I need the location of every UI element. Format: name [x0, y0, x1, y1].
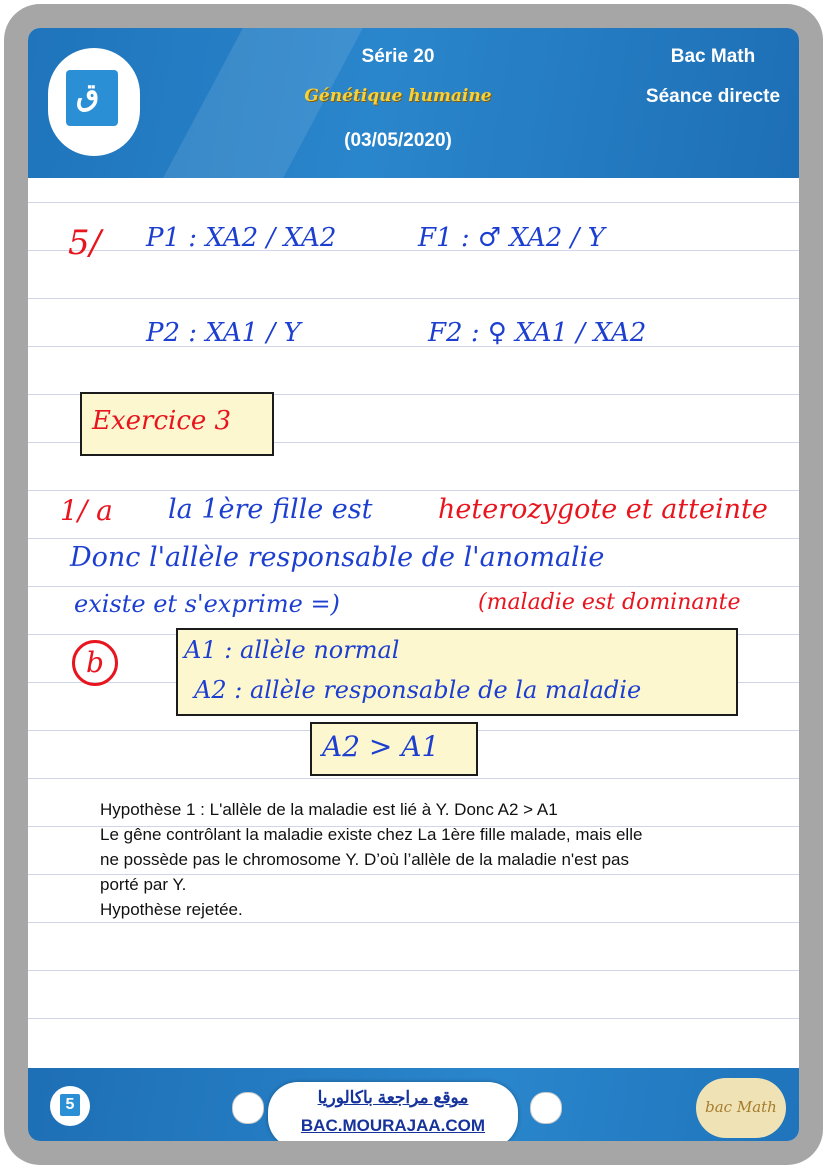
session-date: (03/05/2020) [344, 130, 452, 151]
subject-title: Génétique humaine [304, 86, 492, 106]
answer-line-1-red: heterozygote et atteinte [438, 494, 768, 525]
site-name-arabic: موقع مراجعة باكالوريا [317, 1088, 469, 1107]
genotype-p1: P1 : XA2 / XA2 [146, 223, 337, 253]
page-number: 5 [60, 1094, 80, 1116]
question-1b-label: b [72, 640, 118, 686]
answer-line-3-red: (maladie est dominante [478, 590, 741, 615]
rule-line [28, 970, 799, 971]
rule-line [28, 778, 799, 779]
rule-line [28, 490, 799, 491]
footer-banner [28, 1068, 799, 1141]
session-label: Séance directe [645, 86, 781, 107]
hypothesis-text-line-3: ne possède pas le chromosome Y. D’où l’allèle de la maladie n'est pas [100, 850, 629, 869]
genotype-p2: P2 : XA1 / Y [146, 318, 301, 348]
rule-line [28, 346, 799, 347]
question-5-label: 5/ [68, 223, 102, 263]
rule-line [28, 298, 799, 299]
hypothesis-1-statement: Hypothèse 1 : L'allèle de la maladie est lié à Y. Donc A2 > A1 [100, 800, 558, 819]
hypothesis-conclusion: Hypothèse rejetée. [100, 900, 243, 919]
series-title: Série 20 [361, 46, 435, 67]
partner-logo-left-icon [232, 1092, 264, 1124]
document-sheet [28, 28, 799, 1141]
question-1a-label: 1/ a [60, 494, 113, 527]
page-badge [50, 1086, 90, 1126]
rule-line [28, 538, 799, 539]
brand-badge [696, 1078, 786, 1138]
allele-a1-definition: A1 : allèle normal [184, 636, 400, 664]
rule-line [28, 202, 799, 203]
hypothesis-text-line-4: porté par Y. [100, 875, 187, 894]
site-url[interactable]: BAC.MOURAJAA.COM [300, 1116, 486, 1135]
allele-a2-definition: A2 : allèle responsable de la maladie [194, 676, 642, 704]
partner-logo-right-icon [530, 1092, 562, 1124]
genotype-f1: F1 : ♂ XA2 / Y [418, 223, 605, 253]
logo-glyph-icon: ق [76, 78, 100, 113]
site-link[interactable] [268, 1082, 518, 1141]
dominance-relation: A2 > A1 [322, 730, 440, 763]
hypothesis-text-line-2: Le gêne contrôlant la maladie existe chez La 1ère fille malade, mais elle [100, 825, 643, 844]
answer-line-3-blue: existe et s'exprime =) [74, 590, 340, 618]
rule-line [28, 1018, 799, 1019]
level-label: Bac Math [670, 46, 756, 67]
answer-line-2: Donc l'allèle responsable de l'anomalie [70, 542, 605, 573]
exercise-box [80, 392, 274, 456]
dominance-box [310, 722, 478, 776]
logo [48, 48, 140, 156]
rule-line [28, 250, 799, 251]
exercise-title: Exercice 3 [92, 406, 232, 436]
ruled-lines [28, 178, 799, 1068]
allele-definition-box [176, 628, 738, 716]
rule-line [28, 922, 799, 923]
genotype-f2: F2 : ♀ XA1 / XA2 [428, 318, 647, 348]
brand-name: bac Math [705, 1098, 777, 1116]
answer-line-1-blue: la 1ère fille est [168, 494, 373, 525]
rule-line [28, 586, 799, 587]
header-banner [28, 28, 799, 178]
